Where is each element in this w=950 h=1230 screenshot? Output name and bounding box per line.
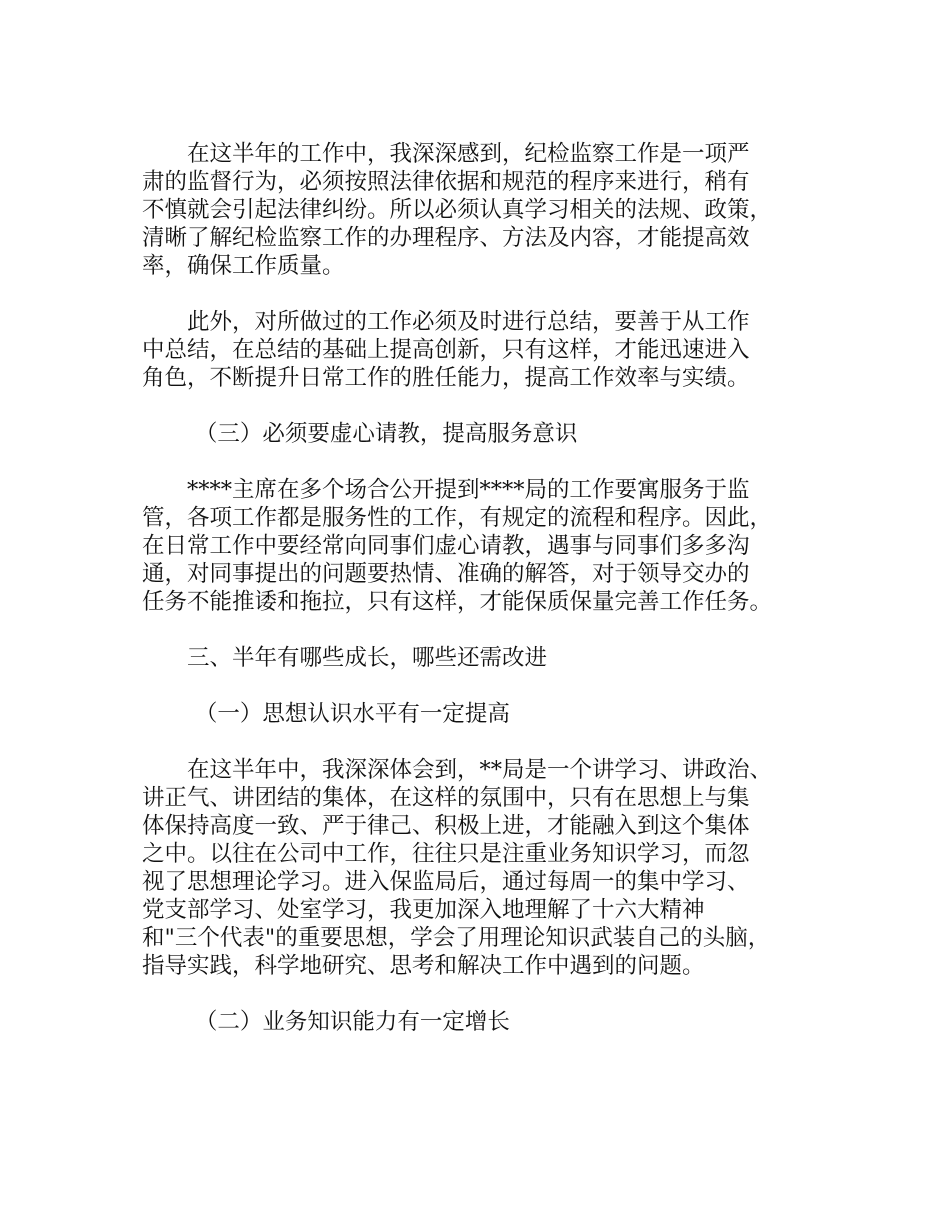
text-line: 不慎就会引起法律纠纷。所以必须认真学习相关的法规、政策， (142, 197, 773, 223)
document-page (142, 140, 832, 1064)
text-line: 率，确保工作质量。 (142, 253, 345, 279)
text-line: 任务不能推诿和拖拉，只有这样，才能保质保量完善工作任务。 (142, 589, 773, 615)
paragraph-summary (142, 308, 832, 392)
text-line: 通，对同事提出的问题要热情、准确的解答，对于领导交办的 (142, 561, 750, 587)
heading-thought-level: （一）思想认识水平有一定提高 (194, 701, 510, 727)
text-line: ****主席在多个场合公开提到****局的工作要寓服务于监 (187, 477, 750, 503)
heading-growth: 三、半年有哪些成长，哪些还需改进 (187, 645, 548, 671)
heading-service-awareness: （三）必须要虚心请教，提高服务意识 (194, 421, 578, 447)
heading-business-knowledge: （二）业务知识能力有一定增长 (194, 1009, 510, 1035)
text-line: 讲正气、讲团结的集体，在这样的氛围中，只有在思想上与集 (142, 785, 750, 811)
text-line: 清晰了解纪检监察工作的办理程序、方法及内容，才能提高效 (142, 225, 750, 251)
text-line: 党支部学习、处室学习，我更加深入地理解了十六大精神 (142, 897, 705, 923)
text-line: 管，各项工作都是服务性的工作，有规定的流程和程序。因此， (142, 505, 773, 531)
text-line: 之中。以往在公司中工作，往往只是注重业务知识学习，而忽 (142, 841, 750, 867)
text-line: 肃的监督行为，必须按照法律依据和规范的程序来进行，稍有 (142, 169, 750, 195)
text-line: 视了思想理论学习。进入保监局后，通过每周一的集中学习、 (142, 869, 750, 895)
text-line: 在这半年中，我深深体会到，**局是一个讲学习、讲政治、 (187, 757, 773, 783)
text-line: 在这半年的工作中，我深深感到，纪检监察工作是一项严 (187, 141, 750, 167)
paragraph-service (142, 476, 832, 616)
text-line: 和"三个代表"的重要思想，学会了用理论知识武装自己的头脑， (142, 925, 771, 951)
text-line: 角色，不断提升日常工作的胜任能力，提高工作效率与实绩。 (142, 365, 750, 391)
text-line: 此外，对所做过的工作必须及时进行总结，要善于从工作 (187, 309, 750, 335)
text-line: 指导实践，科学地研究、思考和解决工作中遇到的问题。 (142, 953, 705, 979)
text-line: 中总结，在总结的基础上提高创新，只有这样，才能迅速进入 (142, 337, 750, 363)
text-line: 体保持高度一致、严于律己、积极上进，才能融入到这个集体 (142, 813, 750, 839)
paragraph-thought (142, 756, 832, 980)
paragraph-work-experience (142, 140, 832, 280)
text-line: 在日常工作中要经常向同事们虚心请教，遇事与同事们多多沟 (142, 533, 750, 559)
